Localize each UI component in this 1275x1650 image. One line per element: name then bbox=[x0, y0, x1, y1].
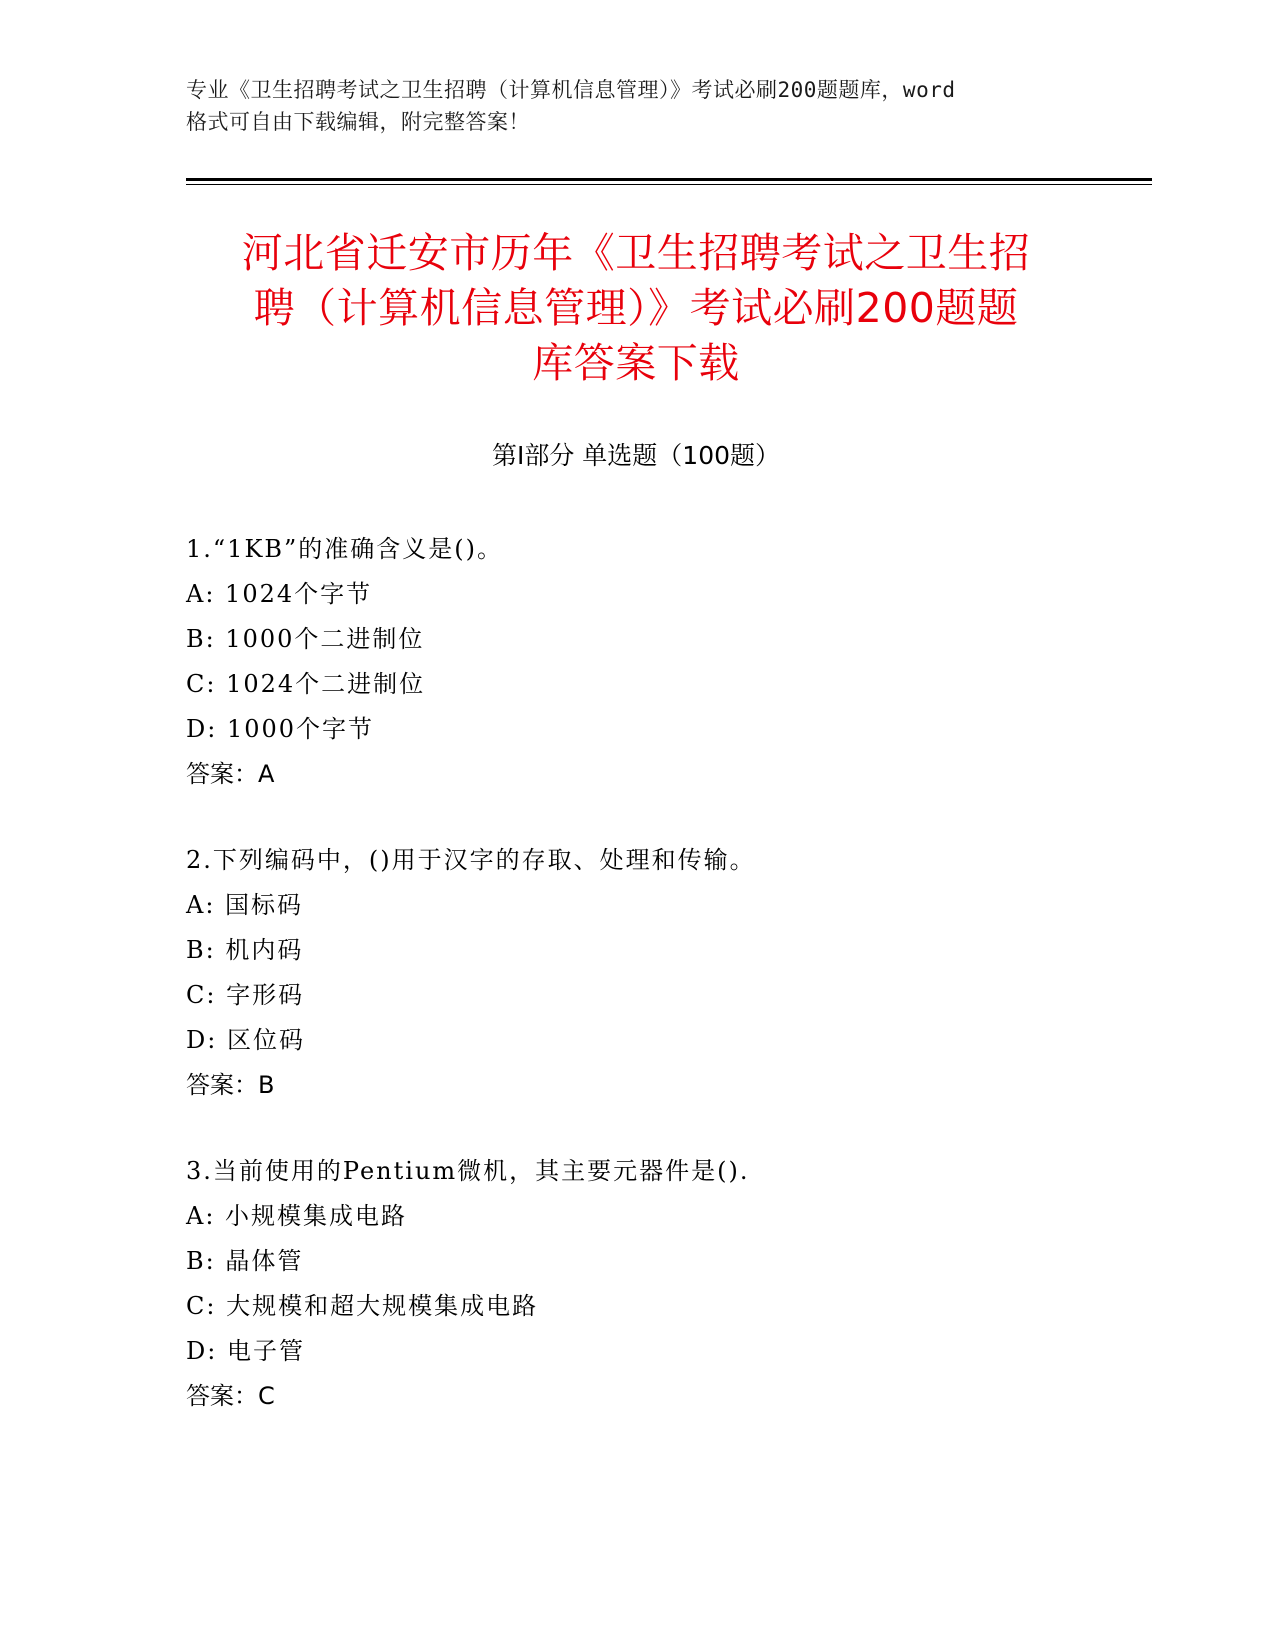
option-b: B: 机内码 bbox=[186, 936, 304, 964]
option-d: D: 1000个字节 bbox=[186, 715, 375, 743]
intro-line-1: 专业《卫生招聘考试之卫生招聘（计算机信息管理）》考试必刷200题题库，word bbox=[186, 78, 956, 102]
title-line-2: 聘（计算机信息管理）》考试必刷200题题 bbox=[253, 284, 1019, 332]
question-stem: 2.下列编码中，()用于汉字的存取、处理和传输。 bbox=[186, 846, 756, 874]
answer-value: B bbox=[258, 1071, 275, 1099]
option-c: C: 1024个二进制位 bbox=[186, 670, 426, 698]
header-divider-thin bbox=[186, 184, 1152, 185]
option-c: C: 大规模和超大规模集成电路 bbox=[186, 1292, 539, 1320]
section-heading: 第Ⅰ部分 单选题（100题） bbox=[491, 441, 781, 470]
title-line-3: 库答案下载 bbox=[532, 339, 740, 387]
option-c: C: 字形码 bbox=[186, 981, 305, 1009]
answer-line bbox=[186, 752, 1136, 797]
title-line-1: 河北省迁安市历年《卫生招聘考试之卫生招 bbox=[241, 229, 1031, 277]
answer-label: 答案： bbox=[186, 1071, 258, 1099]
question-stem: 3.当前使用的Pentium微机，其主要元器件是(). bbox=[186, 1157, 750, 1185]
option-b: B: 1000个二进制位 bbox=[186, 625, 425, 653]
header-divider-thick bbox=[186, 178, 1152, 181]
answer-label: 答案： bbox=[186, 1382, 258, 1410]
answer-label: 答案： bbox=[186, 760, 258, 788]
option-d: D: 区位码 bbox=[186, 1026, 305, 1054]
question-1 bbox=[186, 527, 1136, 797]
question-2 bbox=[186, 838, 1136, 1108]
option-b: B: 晶体管 bbox=[186, 1247, 304, 1275]
intro-line-2: 格式可自由下载编辑，附完整答案！ bbox=[186, 110, 530, 134]
answer-line bbox=[186, 1374, 1136, 1419]
question-3 bbox=[186, 1149, 1136, 1419]
option-a: A: 国标码 bbox=[186, 891, 304, 919]
answer-value: C bbox=[258, 1382, 275, 1410]
question-list bbox=[186, 527, 1136, 1460]
option-a: A: 1024个字节 bbox=[186, 580, 373, 608]
option-a: A: 小规模集成电路 bbox=[186, 1202, 408, 1230]
answer-line bbox=[186, 1063, 1136, 1108]
answer-value: A bbox=[258, 760, 275, 788]
document-title bbox=[186, 226, 1086, 391]
document-intro bbox=[186, 74, 1086, 138]
option-d: D: 电子管 bbox=[186, 1337, 305, 1365]
question-stem: 1.“1KB”的准确含义是()。 bbox=[186, 535, 503, 563]
